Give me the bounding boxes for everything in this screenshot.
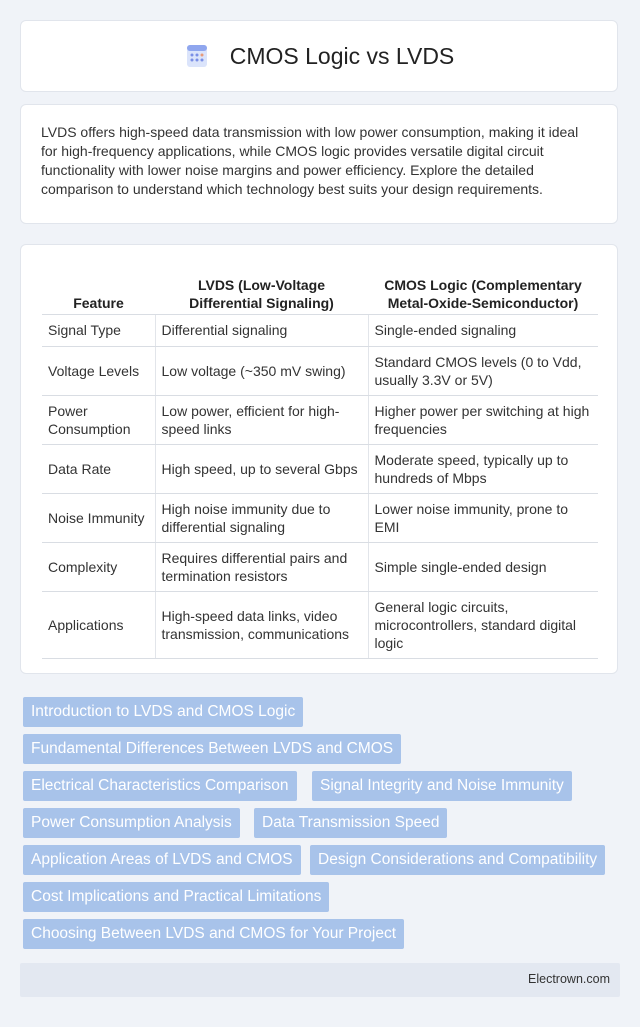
table-cell: High-speed data links, video transmission, communications: [155, 591, 368, 658]
table-row: [42, 314, 598, 346]
topic-tag-link[interactable]: Signal Integrity and Noise Immunity: [312, 771, 572, 801]
topic-tag-link[interactable]: Application Areas of LVDS and CMOS: [23, 845, 301, 875]
table-row: [42, 591, 598, 658]
table-cell: Low voltage (~350 mV swing): [155, 346, 368, 395]
table-cell: High noise immunity due to differential signaling: [155, 493, 368, 542]
table-cell: Differential signaling: [155, 314, 368, 346]
table-cell: Moderate speed, typically up to hundreds of Mbps: [368, 444, 598, 493]
topic-tag-link[interactable]: Electrical Characteristics Comparison: [23, 771, 297, 801]
column-header: LVDS (Low-Voltage Differential Signaling): [155, 265, 368, 314]
topic-tag-link[interactable]: Cost Implications and Practical Limitations: [23, 882, 329, 912]
table-cell: Power Consumption: [42, 395, 155, 444]
topic-tag-link[interactable]: Introduction to LVDS and CMOS Logic: [23, 697, 303, 727]
table-row: [42, 493, 598, 542]
table-header-row: [42, 265, 598, 314]
topic-tag-link[interactable]: Design Considerations and Compatibility: [310, 845, 605, 875]
topic-tag-link[interactable]: Fundamental Differences Between LVDS and CMOS: [23, 734, 401, 764]
page-title: CMOS Logic vs LVDS: [229, 42, 455, 69]
intro-text: LVDS offers high-speed data transmission with low power consumption, making it ideal for high-frequency applications, while CMOS logic provides versatile digital circuit functionality with lower noise margins and power efficiency. Explore the detailed comparison to understand which technology best suits your design requirements.: [41, 124, 579, 197]
column-header: CMOS Logic (Complementary Metal-Oxide-Semiconductor): [368, 265, 598, 314]
table-cell: Higher power per switching at high frequencies: [368, 395, 598, 444]
table-row: [42, 395, 598, 444]
table-cell: Lower noise immunity, prone to EMI: [368, 493, 598, 542]
table-cell: Requires differential pairs and termination resistors: [155, 542, 368, 591]
table-cell: Voltage Levels: [42, 346, 155, 395]
table-cell: Data Rate: [42, 444, 155, 493]
table-cell: Applications: [42, 591, 155, 658]
table-cell: Standard CMOS levels (0 to Vdd, usually 3.3V or 5V): [368, 346, 598, 395]
table-cell: High speed, up to several Gbps: [155, 444, 368, 493]
table-cell: Single-ended signaling: [368, 314, 598, 346]
topic-tag-link[interactable]: Power Consumption Analysis: [23, 808, 240, 838]
table-cell: Signal Type: [42, 314, 155, 346]
topic-tag-link[interactable]: Choosing Between LVDS and CMOS for Your Project: [23, 919, 404, 949]
table-cell: Complexity: [42, 542, 155, 591]
comparison-table: [42, 265, 598, 659]
header-card: [20, 20, 618, 92]
table-cell: Simple single-ended design: [368, 542, 598, 591]
table-cell: General logic circuits, microcontrollers, standard digital logic: [368, 591, 598, 658]
table-cell: Noise Immunity: [42, 493, 155, 542]
intro-card: [20, 104, 618, 224]
comparison-table-card: [20, 244, 618, 674]
table-row: [42, 444, 598, 493]
footer-site-name: Electrown.com: [528, 972, 610, 986]
column-header: Feature: [42, 265, 155, 314]
table-row: [42, 542, 598, 591]
topic-tag-link[interactable]: Data Transmission Speed: [254, 808, 447, 838]
table-row: [42, 346, 598, 395]
table-cell: Low power, efficient for high-speed links: [155, 395, 368, 444]
footer: [20, 963, 620, 997]
document-list-icon: [184, 43, 210, 69]
